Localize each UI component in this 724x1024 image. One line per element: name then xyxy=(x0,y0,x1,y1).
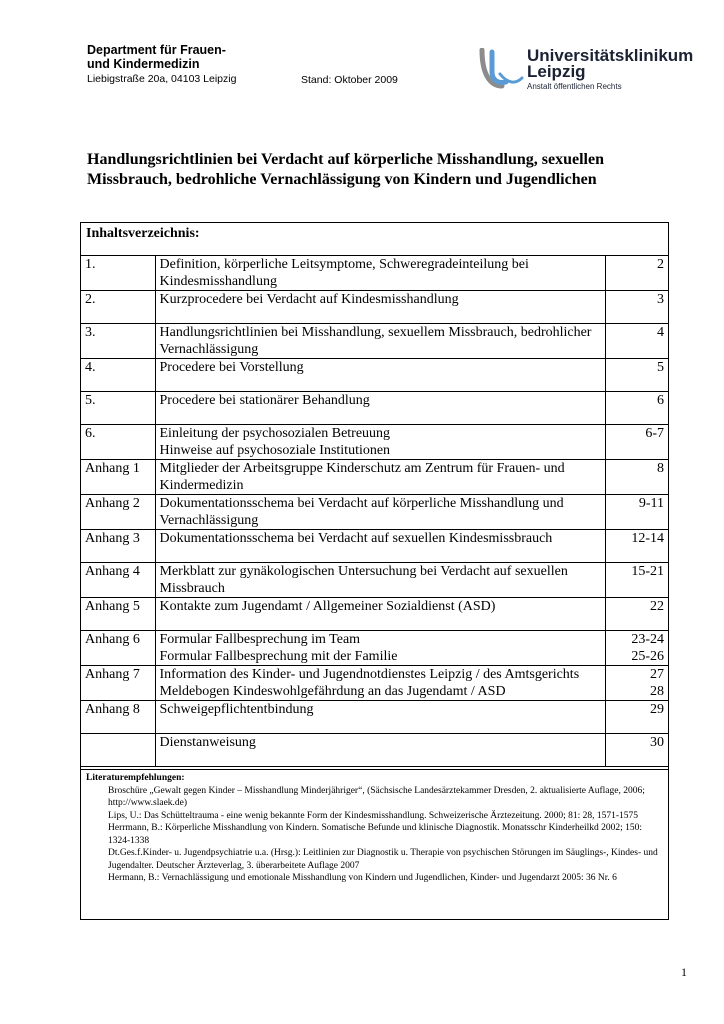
toc-number: Anhang 7 xyxy=(81,666,155,701)
toc-entry-text: Dienstanweisung xyxy=(155,734,605,767)
toc-page-number: 9-11 xyxy=(605,495,668,530)
header-block xyxy=(87,43,236,86)
toc-entry-text: Schweigepflichtentbindung xyxy=(155,701,605,734)
toc-number: Anhang 3 xyxy=(81,530,155,563)
toc-table xyxy=(81,255,668,767)
toc-page-number: 4 xyxy=(605,324,668,359)
department-name-line2: und Kindermedizin xyxy=(87,57,200,71)
table-row xyxy=(81,701,668,734)
toc-entry-text: Formular Fallbesprechung im Team Formular Fallbesprechung mit der Familie xyxy=(155,631,605,666)
toc-number: Anhang 2 xyxy=(81,495,155,530)
page-number: 1 xyxy=(681,965,687,979)
table-row xyxy=(81,495,668,530)
toc-page-number: 29 xyxy=(605,701,668,734)
literature-heading: Literaturempfehlungen: xyxy=(86,773,185,783)
university-logo xyxy=(478,46,694,96)
table-row xyxy=(81,256,668,291)
document-title: Handlungsrichtlinien bei Verdacht auf körperliche Misshandlung, sexuellen Missbrauch, bedrohliche Vernachlässigung von Kindern und Jugendlichen xyxy=(87,151,604,188)
logo-mark-icon xyxy=(478,48,524,92)
table-row xyxy=(81,359,668,392)
toc-entry-text: Merkblatt zur gynäkologischen Untersuchung bei Verdacht auf sexuellen Missbrauch xyxy=(155,563,605,598)
literature-item: Broschüre „Gewalt gegen Kinder – Misshandlung Minderjähriger“, (Sächsische Landesärztekammer Dresden, 2. aktualisierte Auflage, 2006; http://www.slaek.de) xyxy=(108,785,645,808)
toc-page-number: 27 28 xyxy=(605,666,668,701)
toc-page-number: 3 xyxy=(605,291,668,324)
toc-number: 2. xyxy=(81,291,155,324)
toc-number: 3. xyxy=(81,324,155,359)
table-row xyxy=(81,563,668,598)
literature-section xyxy=(81,769,668,919)
table-of-contents xyxy=(80,222,669,920)
table-row xyxy=(81,392,668,425)
table-row xyxy=(81,291,668,324)
toc-entry-text: Dokumentationsschema bei Verdacht auf körperliche Misshandlung und Vernachlässigung xyxy=(155,495,605,530)
logo-text-line3: Anstalt öffentlichen Rechts xyxy=(527,82,622,91)
toc-entry-text: Procedere bei stationärer Behandlung xyxy=(155,392,605,425)
toc-entry-text: Procedere bei Vorstellung xyxy=(155,359,605,392)
table-row xyxy=(81,530,668,563)
toc-entry-text: Handlungsrichtlinien bei Misshandlung, sexuellem Missbrauch, bedrohlicher Vernachlässigung xyxy=(155,324,605,359)
table-row xyxy=(81,324,668,359)
toc-number: 6. xyxy=(81,425,155,460)
department-name-line1: Department für Frauen- xyxy=(87,43,226,57)
toc-entry-text: Kurzprocedere bei Verdacht auf Kindesmisshandlung xyxy=(155,291,605,324)
literature-item: Lips, U.: Das Schütteltrauma - eine wenig bekannte Form der Kindesmisshandlung. Schweizerische Ärztezeitung. 2000; 81: 28, 1571-1575 xyxy=(108,810,639,821)
toc-page-number: 8 xyxy=(605,460,668,495)
toc-number: Anhang 5 xyxy=(81,598,155,631)
toc-number: Anhang 1 xyxy=(81,460,155,495)
logo-text-line1: Universitätsklinikum xyxy=(527,46,694,65)
toc-number: 4. xyxy=(81,359,155,392)
stand-date: Stand: Oktober 2009 xyxy=(301,74,398,86)
toc-entry-text: Einleitung der psychosozialen Betreuung Hinweise auf psychosoziale Institutionen xyxy=(155,425,605,460)
literature-list xyxy=(86,785,663,885)
toc-entry-text: Mitglieder der Arbeitsgruppe Kinderschutz am Zentrum für Frauen- und Kindermedizin xyxy=(155,460,605,495)
toc-page-number: 2 xyxy=(605,256,668,291)
literature-item: Herrmann, B.: Körperliche Misshandlung von Kindern. Somatische Befunde und klinische Diagnostik. Monatsschr Kinderheilkd 2002; 150: 1324-1338 xyxy=(108,823,643,846)
toc-page-number: 22 xyxy=(605,598,668,631)
table-row xyxy=(81,666,668,701)
toc-entry-text: Information des Kinder- und Jugendnotdienstes Leipzig / des Amtsgerichts Meldebogen Kindeswohlgefährdung an das Jugendamt / ASD xyxy=(155,666,605,701)
toc-page-number: 6 xyxy=(605,392,668,425)
toc-page-number: 15-21 xyxy=(605,563,668,598)
toc-entry-text: Definition, körperliche Leitsymptome, Schweregradeinteilung bei Kindesmisshandlung xyxy=(155,256,605,291)
address: Liebigstraße 20a, 04103 Leipzig xyxy=(87,73,237,85)
toc-page-number: 12-14 xyxy=(605,530,668,563)
toc-entry-text: Kontakte zum Jugendamt / Allgemeiner Sozialdienst (ASD) xyxy=(155,598,605,631)
toc-page-number: 23-24 25-26 xyxy=(605,631,668,666)
toc-number: 5. xyxy=(81,392,155,425)
toc-heading: Inhaltsverzeichnis: xyxy=(86,226,200,241)
table-row xyxy=(81,425,668,460)
table-row xyxy=(81,598,668,631)
toc-page-number: 6-7 xyxy=(605,425,668,460)
toc-number: Anhang 6 xyxy=(81,631,155,666)
table-row xyxy=(81,460,668,495)
toc-number: Anhang 8 xyxy=(81,701,155,734)
toc-number: 1. xyxy=(81,256,155,291)
toc-number: Anhang 4 xyxy=(81,563,155,598)
toc-page-number: 30 xyxy=(605,734,668,767)
toc-page-number: 5 xyxy=(605,359,668,392)
toc-number xyxy=(81,734,155,767)
logo-text-line2: Leipzig xyxy=(527,62,586,81)
literature-item: Hermann, B.: Vernachlässigung und emotionale Misshandlung von Kindern und Jugendlichen, Kinder- und Jugendarzt 2005: 36 Nr. 6 xyxy=(108,873,617,883)
toc-entry-text: Dokumentationsschema bei Verdacht auf sexuellen Kindesmissbrauch xyxy=(155,530,605,563)
table-row xyxy=(81,734,668,767)
literature-item: Dt.Ges.f.Kinder- u. Jugendpsychiatrie u.a. (Hrsg.): Leitlinien zur Diagnostik u. Therapie von psychischen Störungen im Säuglings-, Kindes- und Jugendalter. Deutscher Ärzteverlag, 3. überarbeitete Auflage 2007 xyxy=(108,848,658,871)
table-row xyxy=(81,631,668,666)
